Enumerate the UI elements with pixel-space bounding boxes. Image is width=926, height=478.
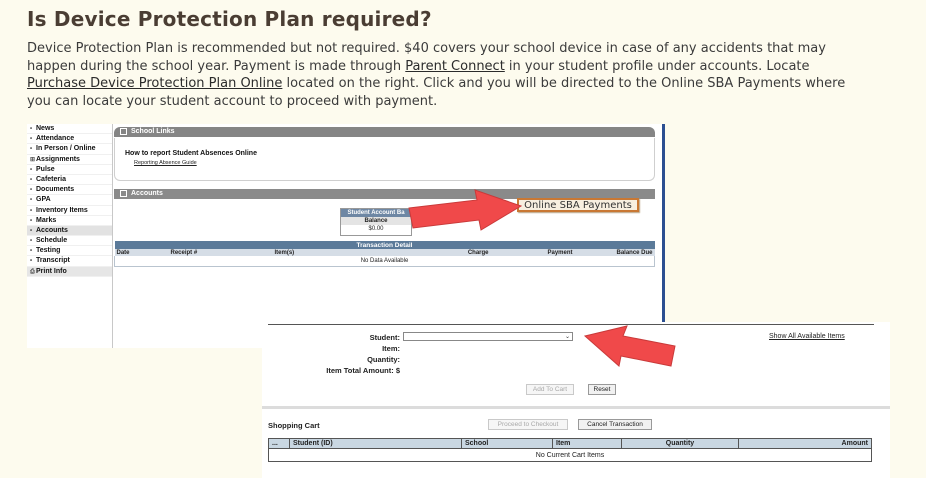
school-links-header-label: School Links — [131, 128, 175, 135]
bullet-icon: • — [30, 227, 33, 234]
online-sba-payments-button[interactable]: Online SBA Payments — [517, 198, 639, 212]
sidebar-item-print-info[interactable] — [27, 267, 112, 277]
col-student-id: Student (ID) — [290, 439, 462, 449]
bullet-icon: • — [30, 238, 33, 245]
sidebar-item-testing[interactable] — [27, 246, 112, 256]
col-item: Item — [553, 439, 622, 449]
bullet-icon: • — [30, 176, 33, 183]
sidebar-item-cafeteria[interactable] — [27, 175, 112, 185]
sidebar-label: Testing — [36, 247, 61, 255]
no-data-cell: No Data Available — [115, 256, 655, 267]
sidebar-item-schedule[interactable] — [27, 236, 112, 246]
col-items: Item(s) — [273, 249, 407, 256]
intro-text-2: in your student profile under accounts. Locate — [504, 58, 810, 74]
sidebar-item-assignments[interactable] — [27, 155, 112, 165]
sidebar-item-gpa[interactable] — [27, 195, 112, 205]
intro-text-1: Device Protection Plan is recommended but not required. $40 covers your school device in case of any accidents that may happen during the school year. Payment is made through — [27, 41, 826, 74]
school-links-panel — [114, 138, 655, 181]
item-label: Item: — [382, 344, 400, 353]
sidebar-label: GPA — [36, 196, 51, 204]
col-quantity: Quantity — [622, 439, 739, 449]
add-to-cart-button[interactable]: Add To Cart — [526, 384, 574, 395]
sidebar-label: Transcript — [36, 257, 70, 265]
shopping-cart-title: Shopping Cart — [268, 421, 320, 430]
sidebar-label: Inventory Items — [36, 206, 88, 214]
school-links-title: How to report Student Absences Online — [125, 150, 257, 157]
accounts-header-label: Accounts — [131, 190, 163, 197]
quantity-label: Quantity: — [367, 355, 400, 364]
col-payment: Payment — [491, 249, 575, 256]
bullet-icon: • — [30, 248, 33, 255]
portal-screenshot — [27, 124, 665, 348]
sidebar-label: Cafeteria — [36, 175, 66, 183]
sidebar-item-accounts[interactable] — [27, 226, 112, 236]
sidebar-item-pulse[interactable] — [27, 165, 112, 175]
intro-text-3: located on the right. Click and you will be directed to the Online SBA Payments where you can locate your student account to proceed with payment. — [27, 76, 846, 109]
bullet-icon: • — [30, 197, 33, 204]
sidebar-item-transcript[interactable] — [27, 256, 112, 266]
top-divider — [268, 324, 874, 325]
sidebar-label: Schedule — [36, 237, 68, 245]
shopping-cart-table — [268, 438, 872, 462]
bullet-icon: • — [30, 217, 33, 224]
arrow-right-icon — [405, 188, 523, 238]
student-account-balance — [340, 208, 412, 236]
bullet-icon: • — [30, 187, 33, 194]
cancel-transaction-button[interactable]: Cancel Transaction — [578, 419, 652, 430]
sidebar-label: Attendance — [36, 135, 75, 143]
col-date: Date — [115, 249, 169, 256]
sidebar-label: News — [36, 125, 55, 132]
sidebar-label: Documents — [36, 186, 75, 194]
col-select: ... — [269, 439, 290, 449]
bullet-icon: • — [30, 146, 33, 153]
sidebar-item-documents[interactable] — [27, 185, 112, 195]
bullet-icon: • — [30, 207, 33, 214]
page-heading: Is Device Protection Plan required? — [27, 7, 432, 31]
sidebar-label: Pulse — [36, 165, 55, 173]
arrow-left-icon — [583, 322, 679, 370]
sidebar-label: Marks — [36, 216, 57, 224]
col-balance-due: Balance Due — [575, 249, 655, 256]
balance-column-header: Balance — [341, 217, 411, 225]
sidebar-item-in-person-online[interactable] — [27, 144, 112, 154]
balance-box-title: Student Account Ba — [341, 209, 411, 217]
collapse-icon — [120, 190, 127, 197]
bullet-icon: • — [30, 166, 33, 173]
sidebar-label: Assignments — [36, 155, 80, 163]
bullet-icon: • — [30, 126, 33, 132]
collapse-icon — [120, 128, 127, 135]
col-receipt: Receipt # — [169, 249, 273, 256]
sidebar-label: In Person / Online — [36, 145, 96, 153]
bullet-icon: • — [30, 258, 33, 265]
reporting-absence-guide-link[interactable]: Reporting Absence Guide — [134, 160, 197, 166]
printer-icon: ⎙ — [30, 268, 35, 275]
student-select[interactable] — [403, 332, 573, 341]
sidebar-item-news[interactable] — [27, 124, 112, 134]
proceed-to-checkout-button[interactable]: Proceed to Checkout — [488, 419, 568, 430]
no-cart-items-cell: No Current Cart Items — [269, 449, 872, 462]
expand-icon: ⊞ — [30, 156, 36, 163]
purchase-device-protection-link[interactable]: Purchase Device Protection Plan Online — [27, 76, 283, 91]
show-all-items-link[interactable]: Show All Available Items — [769, 333, 845, 340]
col-charge: Charge — [407, 249, 491, 256]
col-amount: Amount — [739, 439, 872, 449]
portal-sidebar — [27, 124, 113, 348]
intro-paragraph — [27, 40, 867, 110]
col-school: School — [462, 439, 553, 449]
item-total-label: Item Total Amount: $ — [326, 366, 400, 375]
balance-value: $0.00 — [368, 226, 384, 232]
sidebar-item-attendance[interactable] — [27, 134, 112, 144]
student-label: Student: — [369, 333, 400, 342]
reset-button[interactable]: Reset — [588, 384, 616, 395]
sidebar-label: Accounts — [36, 226, 68, 234]
sidebar-item-inventory-items[interactable] — [27, 206, 112, 216]
sba-payments-screenshot — [262, 322, 890, 478]
transaction-detail-caption: Transaction Detail — [115, 241, 655, 249]
section-divider — [262, 406, 890, 409]
sidebar-item-marks[interactable] — [27, 216, 112, 226]
parent-connect-link[interactable]: Parent Connect — [405, 58, 505, 74]
bullet-icon: • — [30, 136, 33, 143]
chevron-down-icon: ⌄ — [564, 334, 570, 340]
transaction-detail-table — [114, 241, 655, 267]
school-links-header[interactable] — [114, 127, 655, 137]
sidebar-label: Print Info — [36, 267, 67, 275]
